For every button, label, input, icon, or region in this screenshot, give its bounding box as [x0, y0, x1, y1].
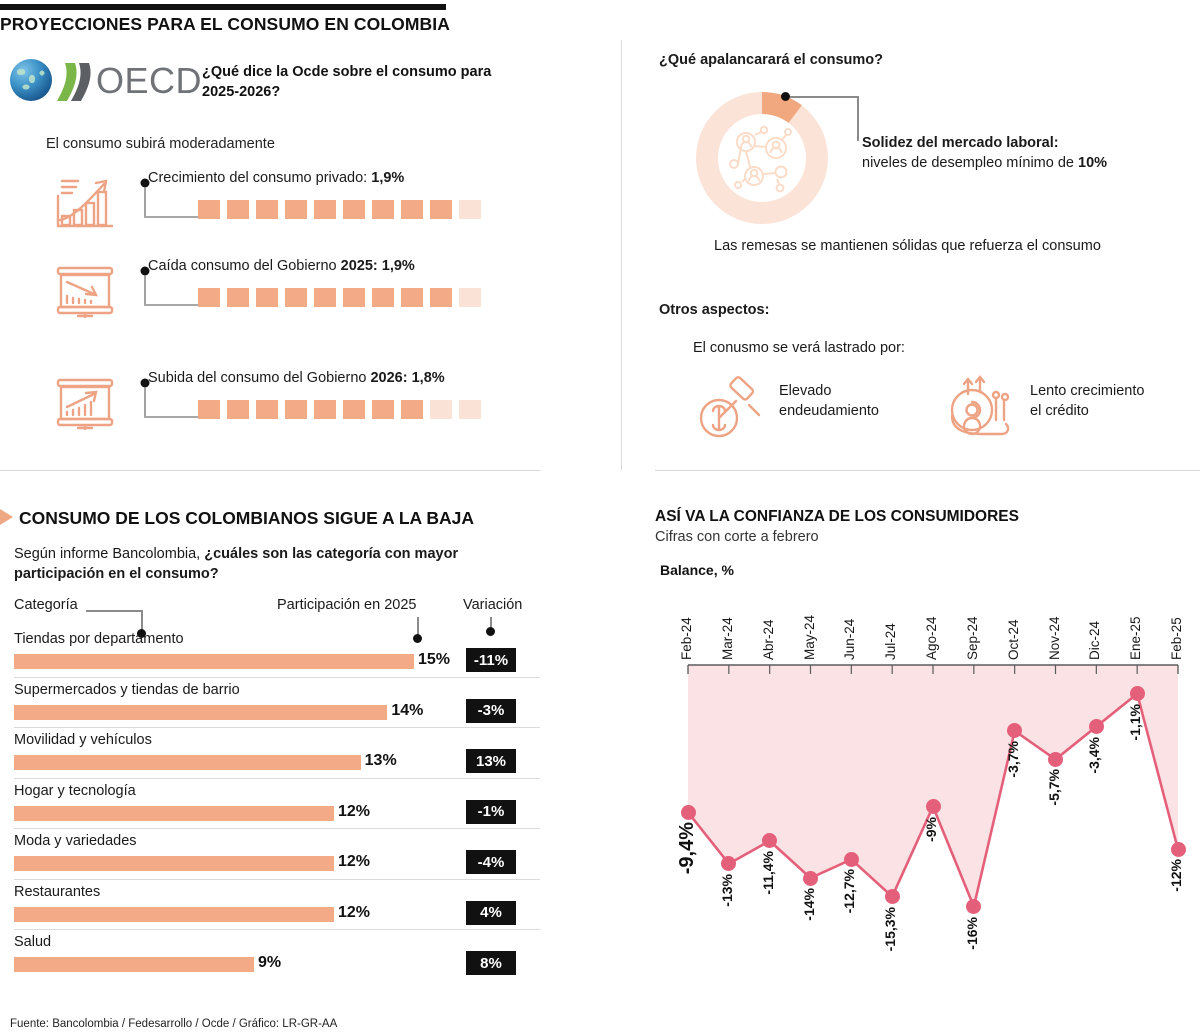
variation-badge: -1%	[466, 800, 516, 824]
table-row	[0, 778, 540, 829]
data-point-label: -11,4%	[759, 850, 776, 895]
row-divider	[14, 828, 540, 829]
page-title: PROYECCIONES PARA EL CONSUMO EN COLOMBIA	[0, 14, 450, 34]
x-tick-label: Abr-24	[760, 619, 776, 660]
category-bar	[14, 856, 334, 871]
data-point-marker	[1171, 842, 1186, 857]
horizontal-divider-left	[0, 470, 540, 471]
x-tick-label: Sep-24	[964, 616, 980, 660]
confidence-line-chart	[655, 598, 1200, 1018]
otros-item-credit	[944, 372, 1200, 442]
otros-title: Otros aspectos:	[659, 302, 770, 318]
category-bar	[14, 957, 254, 972]
data-point-label: -12,7%	[841, 869, 858, 914]
x-tick-label: Ene-25	[1128, 616, 1144, 660]
consumo-panel-subtitle: Según informe Bancolombia, ¿cuáles son las categoría con mayor participación en el consumo?	[14, 546, 459, 582]
column-header-variation: Variación	[463, 597, 523, 613]
x-tick-label: Mar-24	[719, 617, 735, 660]
data-point-label: -5,7%	[1045, 769, 1062, 806]
table-row	[0, 828, 540, 879]
row-divider	[14, 929, 540, 930]
leader-line-h	[144, 303, 202, 307]
data-point-label: -12%	[1168, 859, 1184, 893]
variation-badge: -4%	[466, 850, 516, 874]
consumo-panel-title: CONSUMO DE LOS COLOMBIANOS SIGUE A LA BAJA	[19, 508, 475, 528]
column-header-participation: Participación en 2025	[277, 597, 417, 613]
x-tick-label: Nov-24	[1046, 616, 1062, 660]
presentation-up-icon	[52, 374, 118, 432]
block-meter-2	[198, 288, 481, 307]
data-point-label: -3,4%	[1086, 736, 1103, 774]
vertical-divider	[621, 40, 622, 470]
block-meter-1	[198, 200, 481, 219]
otros-item-debt-label: Elevado endeudamiento	[779, 383, 879, 419]
variation-badge: 4%	[466, 901, 516, 925]
otros-subtitle: El conusmo se verá lastrado por:	[693, 340, 905, 356]
oecd-row-3-text: Subida del consumo del Gobierno 2026: 1,8%	[148, 370, 445, 386]
category-value: 15%	[418, 651, 451, 668]
category-value: 9%	[258, 954, 282, 971]
variation-badge: 13%	[466, 749, 516, 773]
data-point-marker	[1130, 686, 1145, 701]
callout-title: Solidez del mercado laboral:	[862, 135, 1059, 151]
data-point-label: -15,3%	[882, 906, 899, 951]
oecd-subhead: El consumo subirá moderadamente	[46, 136, 275, 152]
table-row	[0, 929, 540, 980]
data-point-marker	[844, 852, 859, 867]
oecd-row-private-consumption	[0, 170, 520, 246]
category-value: 14%	[391, 701, 424, 719]
table-row	[0, 879, 540, 930]
leader-line-h	[144, 215, 202, 219]
category-bar	[14, 755, 361, 770]
table-row	[0, 727, 540, 778]
callout-line-horizontal	[790, 96, 858, 98]
donut-chart	[688, 84, 836, 232]
row-divider	[14, 677, 540, 678]
globe-icon	[10, 59, 52, 101]
x-tick-label: Dic-24	[1087, 620, 1103, 660]
category-label: Hogar y tecnología	[14, 782, 136, 799]
category-value: 12%	[338, 802, 371, 820]
source-footer: Fuente: Bancolombia / Fedesarrollo / Ocde / Gráfico: LR-GR-AA	[10, 1018, 338, 1030]
x-tick-label: Oct-24	[1005, 619, 1021, 660]
row-divider	[14, 727, 540, 728]
confidence-chart-ylabel: Balance, %	[660, 562, 734, 578]
category-value: 13%	[364, 752, 397, 769]
category-bar	[14, 654, 414, 669]
category-bar-list	[0, 626, 540, 980]
table-row	[0, 677, 540, 728]
data-point-marker	[681, 805, 696, 820]
data-point-label: -14%	[800, 888, 817, 921]
data-point-label: -13%	[718, 873, 735, 907]
category-bar	[14, 705, 387, 720]
leverage-question: ¿Qué apalancarará el consumo?	[659, 52, 884, 68]
variation-badge: -3%	[466, 699, 516, 723]
oecd-row-gov-2026	[0, 370, 520, 446]
category-bar	[14, 907, 334, 922]
data-point-marker	[1089, 719, 1104, 734]
snail-growth-icon	[944, 372, 1018, 442]
data-point-marker	[926, 799, 941, 814]
data-point-marker	[885, 889, 900, 904]
data-point-marker	[1048, 752, 1063, 767]
category-label: Salud	[14, 934, 52, 950]
data-point-label: -9%	[923, 816, 939, 842]
oecd-wordmark: OECD	[96, 60, 203, 101]
x-tick-label: Feb-24	[679, 617, 694, 660]
category-leader-h	[86, 610, 142, 612]
oecd-row-gov-2025	[0, 258, 520, 334]
triangle-bullet-icon	[0, 509, 13, 525]
confidence-chart-title: ASÍ VA LA CONFIANZA DE LOS CONSUMIDORES	[655, 508, 1019, 525]
confidence-chart-subtitle: Cifras con corte a febrero	[655, 529, 819, 545]
category-label: Restaurantes	[14, 883, 101, 900]
gavel-money-icon	[693, 372, 767, 442]
leader-line-h	[144, 415, 202, 419]
category-label: Supermercados y tiendas de barrio	[14, 681, 240, 698]
otros-item-credit-label: Lento crecimiento el crédito	[1030, 383, 1145, 419]
category-label: Movilidad y vehículos	[14, 732, 152, 748]
oecd-logo	[10, 56, 203, 104]
data-point-label: -9,4%	[676, 822, 698, 875]
category-value: 12%	[338, 853, 371, 870]
category-value: 12%	[338, 903, 371, 921]
data-point-label: -3,7%	[1004, 740, 1021, 778]
horizontal-divider-right	[655, 470, 1200, 471]
x-tick-label: May-24	[801, 614, 817, 660]
category-label: Tiendas por departamento	[14, 631, 184, 647]
x-tick-label: Jun-24	[842, 618, 858, 660]
x-tick-label: Feb-25	[1169, 617, 1184, 660]
oecd-row-1-text: Crecimiento del consumo privado: 1,9%	[148, 170, 405, 186]
block-meter-3	[198, 400, 481, 419]
oecd-question: ¿Qué dice la Ocde sobre el consumo para 2025-2026?	[202, 64, 492, 100]
row-divider	[14, 778, 540, 779]
column-header-category: Categoría	[14, 597, 78, 613]
data-point-label: -16%	[963, 916, 980, 950]
growth-chart-icon	[52, 174, 118, 232]
callout-dot	[781, 92, 790, 101]
labor-market-callout	[862, 133, 1192, 174]
variation-badge: -11%	[466, 648, 516, 672]
title-rule	[0, 4, 446, 10]
callout-value: 10%	[1078, 155, 1108, 172]
category-bar	[14, 806, 334, 821]
chevron-logo-icon	[55, 61, 93, 103]
row-divider	[14, 879, 540, 880]
x-tick-label: Jul-24	[883, 623, 899, 660]
data-point-label: -1,1%	[1127, 703, 1144, 741]
callout-text: niveles de desempleo mínimo de	[862, 155, 1079, 172]
oecd-row-2-text: Caída consumo del Gobierno 2025: 1,9%	[148, 258, 415, 274]
otros-item-debt	[693, 372, 953, 442]
table-row	[0, 626, 540, 677]
data-point-marker	[803, 871, 818, 886]
remittances-note: Las remesas se mantienen sólidas que refuerza el consumo	[714, 238, 1101, 254]
x-tick-label: Ago-24	[924, 616, 939, 660]
callout-line-vertical	[857, 96, 859, 141]
category-label: Moda y variedades	[14, 833, 137, 849]
presentation-down-icon	[52, 262, 118, 320]
variation-badge: 8%	[466, 951, 516, 975]
